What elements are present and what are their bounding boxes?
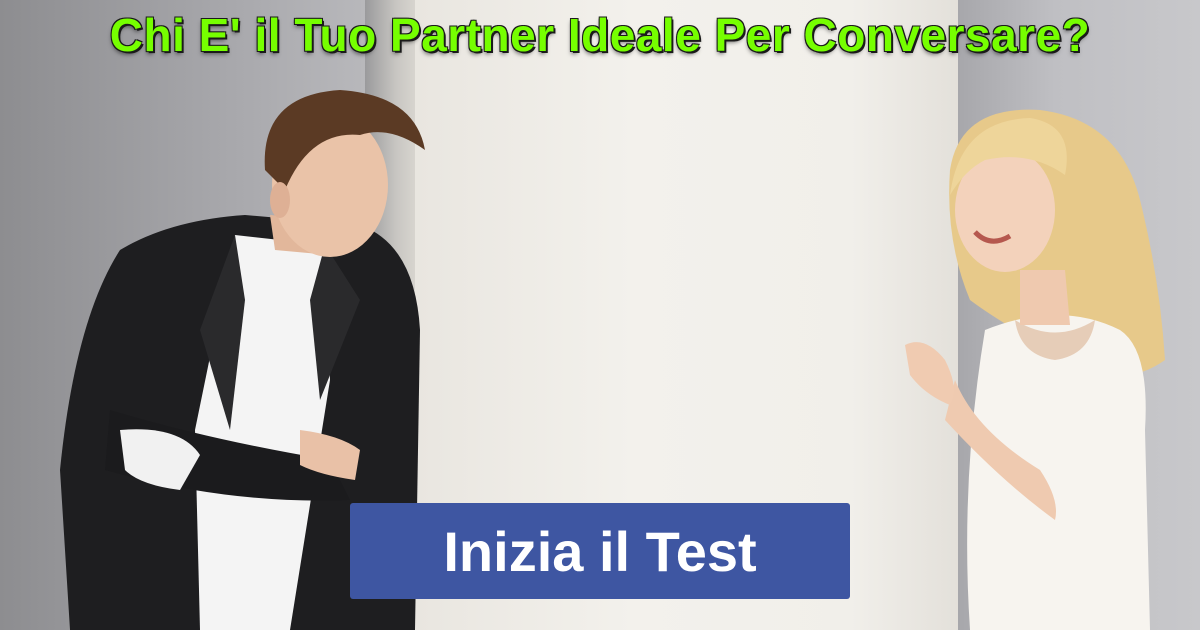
page-title: Chi E' il Tuo Partner Ideale Per Conversare? xyxy=(109,9,1091,61)
blonde-woman-icon xyxy=(890,0,1200,630)
start-test-button[interactable]: Inizia il Test xyxy=(350,503,850,599)
